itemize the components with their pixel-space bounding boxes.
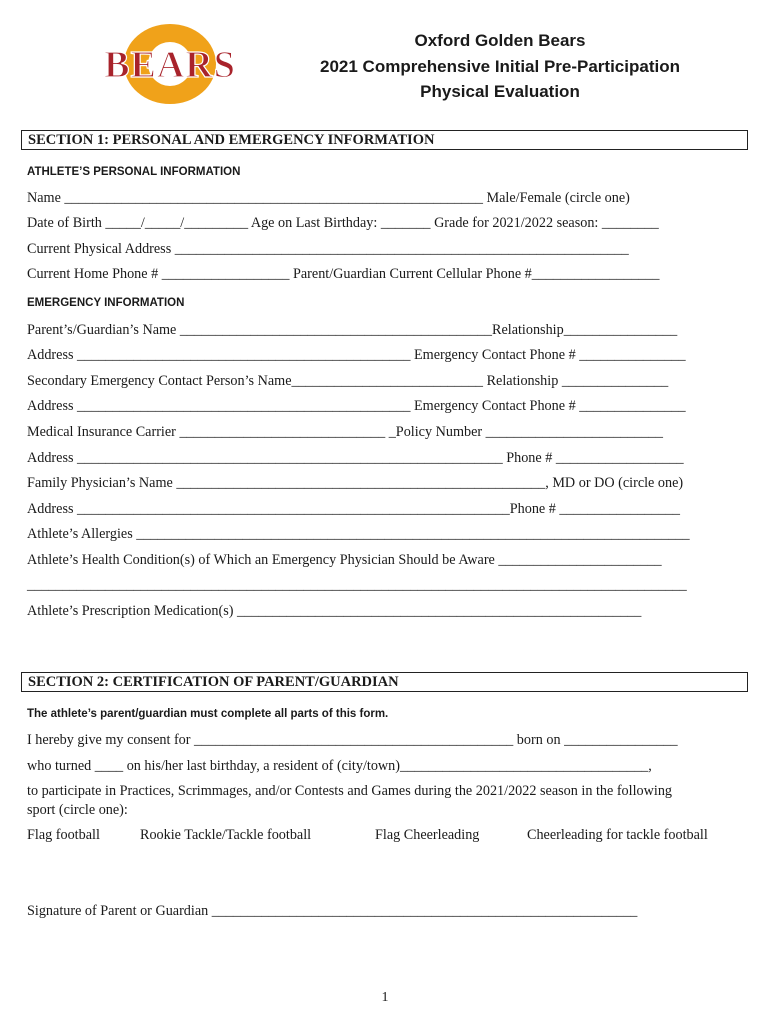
title-line-1: Oxford Golden Bears <box>414 31 586 50</box>
physical-address-field[interactable]: Current Physical Address ________________________________________________________________ <box>27 241 629 257</box>
health-conditions-continuation[interactable]: _____________________________________________________________________________________________ <box>27 577 687 593</box>
section-1-heading: SECTION 1: PERSONAL AND EMERGENCY INFORMATION <box>21 130 748 150</box>
bears-logo-graphic <box>96 20 244 108</box>
page-number: 1 <box>381 990 389 1005</box>
name-field[interactable]: Name ___________________________________________________________ Male/Female (circle one) <box>27 190 630 206</box>
sport-option-tackle-football[interactable]: Rookie Tackle/Tackle football <box>140 827 312 843</box>
participation-text: to participate in Practices, Scrimmages, and/or Contests and Games during the 2021/2022 season in the following <box>27 783 673 799</box>
section-2-heading: SECTION 2: CERTIFICATION OF PARENT/GUARDIAN <box>21 672 748 692</box>
section-2-instruction: The athlete’s parent/guardian must complete all parts of this form. <box>27 708 389 720</box>
insurance-field[interactable]: Medical Insurance Carrier _____________________________ _Policy Number _________________________ <box>27 424 663 440</box>
address-field-2[interactable]: Address _______________________________________________ Emergency Contact Phone # _______________ <box>27 398 686 414</box>
guardian-name-field[interactable]: Parent’s/Guardian’s Name ____________________________________________Relationship________________ <box>27 322 678 338</box>
address-field-4[interactable]: Address _____________________________________________________________Phone # _________________ <box>27 501 681 517</box>
health-conditions-field[interactable]: Athlete’s Health Condition(s) of Which an Emergency Physician Should be Aware _______________________ <box>27 552 662 568</box>
address-field-3[interactable]: Address ____________________________________________________________ Phone # __________________ <box>27 450 684 466</box>
phone-field[interactable]: Current Home Phone # __________________ Parent/Guardian Current Cellular Phone #__________________ <box>27 266 660 282</box>
secondary-contact-field[interactable]: Secondary Emergency Contact Person’s Name___________________________ Relationship _______________ <box>27 373 669 389</box>
physician-name-field[interactable]: Family Physician’s Name ____________________________________________________, MD or DO (circle one) <box>27 475 684 491</box>
emergency-info-heading: EMERGENCY INFORMATION <box>27 297 185 309</box>
document-title <box>300 28 700 105</box>
allergies-field[interactable]: Athlete’s Allergies ______________________________________________________________________________ <box>27 526 690 542</box>
sport-option-cheerleading-tackle[interactable]: Cheerleading for tackle football <box>527 827 708 843</box>
sport-option-flag-cheerleading[interactable]: Flag Cheerleading <box>375 827 480 843</box>
address-field-1[interactable]: Address _______________________________________________ Emergency Contact Phone # _______________ <box>27 347 686 363</box>
signature-field[interactable]: Signature of Parent or Guardian ____________________________________________________________ <box>27 903 638 919</box>
birth-date-field[interactable]: Date of Birth _____/_____/_________ Age on Last Birthday: _______ Grade for 2021/2022 season: ________ <box>27 215 659 231</box>
title-line-3: Physical Evaluation <box>420 82 580 101</box>
bears-logo <box>96 20 244 108</box>
personal-info-heading: ATHLETE’S PERSONAL INFORMATION <box>27 166 241 178</box>
sport-option-flag-football[interactable]: Flag football <box>27 827 100 843</box>
medications-field[interactable]: Athlete’s Prescription Medication(s) _________________________________________________________ <box>27 603 642 619</box>
residence-field[interactable]: who turned ____ on his/her last birthday, a resident of (city/town)___________________________________, <box>27 758 652 774</box>
consent-field[interactable]: I hereby give my consent for _____________________________________________ born on ________________ <box>27 732 678 748</box>
sport-prompt: sport (circle one): <box>27 802 128 818</box>
title-line-2: 2021 Comprehensive Initial Pre-Participation <box>320 56 680 76</box>
logo-text: BEARS <box>104 44 236 86</box>
